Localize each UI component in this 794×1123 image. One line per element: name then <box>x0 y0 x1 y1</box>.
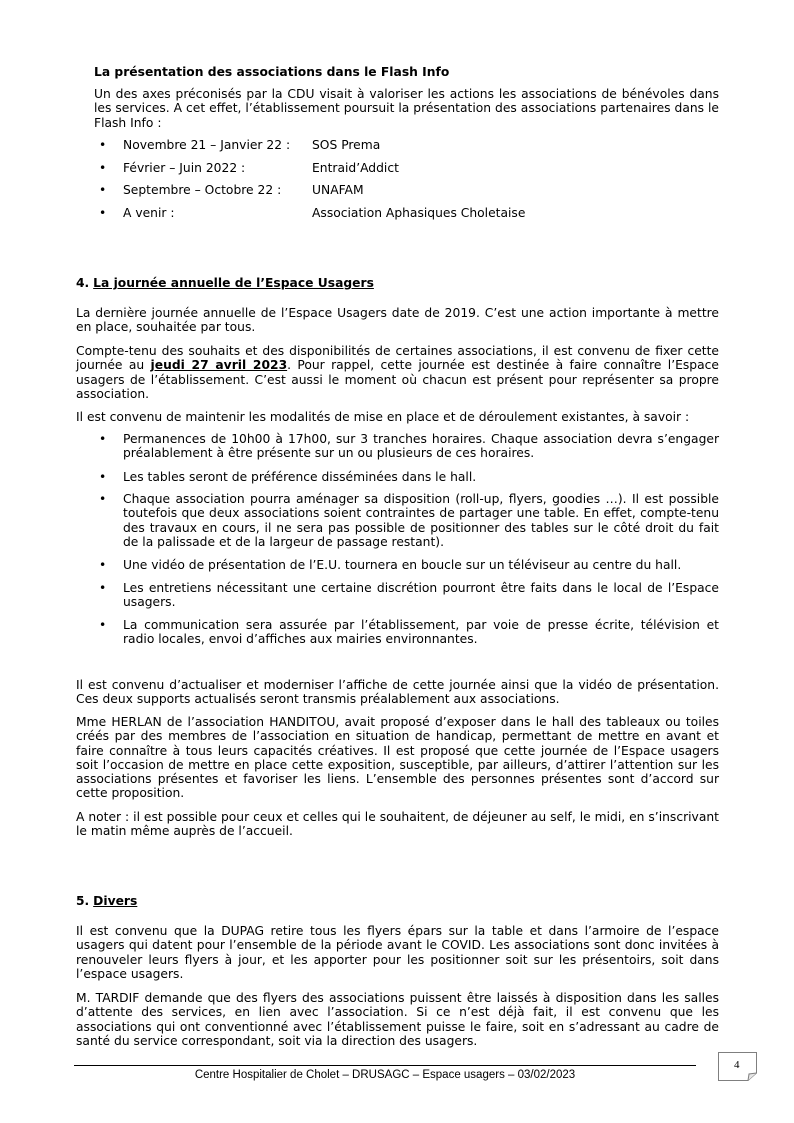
bullet-icon: • <box>99 206 107 220</box>
footer-rule <box>74 1065 696 1066</box>
bullet-icon: • <box>99 581 107 595</box>
section-title: Divers <box>93 894 138 908</box>
section-5-heading <box>76 894 137 908</box>
bullet-icon: • <box>99 618 107 632</box>
bullet-icon: • <box>99 492 107 506</box>
page-number-box <box>718 1052 757 1081</box>
list-item-text: Permanences de 10h00 à 17h00, sur 3 tranches horaires. Chaque association devra s’engager préalablement à être présente sur un ou plusieurs de ces horaires. <box>123 432 719 461</box>
bullet-icon: • <box>99 161 107 175</box>
flash-info-title: La présentation des associations dans le Flash Info <box>94 65 450 79</box>
section-5-paragraph-2: M. TARDIF demande que des flyers des associations puissent être laissés à disposition dans les salles d’attente des services, en lien avec l’association. Si ce n’est déjà fait, il est convenu que les associations qui ont conventionné avec l’établissement puisse le faire, soit en s’adressant au cadre de santé du service correspondant, soit via la direction des usagers. <box>76 991 719 1048</box>
section-4-paragraph-5: Mme HERLAN de l’association HANDITOU, avait proposé d’exposer dans le hall des tableaux ou toiles créés par des membres de l’association en situation de handicap, permettant de mettre en avant et faire connaître à tous leurs capacités créatives. Il est proposé que cette journée de l’Espace usagers soit l’occasion de mettre en place cette exposition, susceptible, par ailleurs, d’attirer l’attention sur les associations présentes et favoriser les liens. L’ensemble des personnes présentes sont d’accord sur cette proposition. <box>76 715 719 801</box>
section-4-paragraph-2 <box>76 344 719 401</box>
association-name: UNAFAM <box>312 183 364 197</box>
section-4-heading <box>76 276 374 290</box>
list-item-text: Une vidéo de présentation de l’E.U. tournera en boucle sur un téléviseur au centre du hall. <box>123 558 682 572</box>
bullet-icon: • <box>99 138 107 152</box>
list-item-text: Les entretiens nécessitant une certaine discrétion pourront être faits dans le local de l’Espace usagers. <box>123 581 719 610</box>
bullet-icon: • <box>99 558 107 572</box>
text-run: Compte-tenu des souhaits et des disponibilités de certaines associations, il est convenu de fixer cette journée au <box>76 344 719 373</box>
bullet-icon: • <box>99 183 107 197</box>
list-item-text: Chaque association pourra aménager sa disposition (roll-up, flyers, goodies …). Il est possible toutefois que deux associations soient contraintes de partager une table. En effet, compte-tenu des travaux en cours, il ne sera pas possible de positionner des tables sur le côté droit du fait de la palissade et de la largeur de passage restant). <box>123 492 719 549</box>
bullet-icon: • <box>99 432 107 446</box>
period-label: A venir : <box>123 206 175 220</box>
association-name: Association Aphasiques Choletaise <box>312 206 526 220</box>
event-date: jeudi 27 avril 2023 <box>150 358 288 373</box>
footer-text: Centre Hospitalier de Cholet – DRUSAGC – Espace usagers – 03/02/2023 <box>194 1069 576 1081</box>
association-name: SOS Prema <box>312 138 381 152</box>
page-number: 4 <box>734 1059 740 1071</box>
section-4-paragraph-1: La dernière journée annuelle de l’Espace Usagers date de 2019. C’est une action importante à mettre en place, souhaitée par tous. <box>76 306 719 335</box>
period-label: Septembre – Octobre 22 : <box>123 183 282 197</box>
flash-info-intro: Un des axes préconisés par la CDU visait à valoriser les actions les associations de bénévoles dans les services. A cet effet, l’établissement poursuit la présentation des associations partenaires dans le Flash Info : <box>94 87 719 130</box>
section-title: La journée annuelle de l’Espace Usagers <box>93 276 374 290</box>
association-name: Entraid’Addict <box>312 161 399 175</box>
list-item-text: Les tables seront de préférence disséminées dans le hall. <box>123 470 477 484</box>
period-label: Février – Juin 2022 : <box>123 161 246 175</box>
list-item-text: La communication sera assurée par l’établissement, par voie de presse écrite, télévision et radio locales, envoi d’affiches aux mairies environnantes. <box>123 618 719 647</box>
text-run: . Pour rappel, cette journée est destinée à faire connaître l’Espace usagers de l’établissement. C’est aussi le moment où chacun est présent pour représenter sa propre association. <box>76 358 719 401</box>
period-label: Novembre 21 – Janvier 22 : <box>123 138 291 152</box>
section-number: 5. <box>76 894 90 908</box>
section-5-paragraph-1: Il est convenu que la DUPAG retire tous les flyers épars sur la table et dans l’armoire de l’espace usagers qui datent pour l’ensemble de la période avant le COVID. Les associations sont donc invitées à renouveler leurs flyers à jour, et les apporter pour les positionner soit sur les présentoirs, soit dans l’espace usagers. <box>76 924 719 981</box>
bullet-icon: • <box>99 470 107 484</box>
section-number: 4. <box>76 276 90 290</box>
section-4-paragraph-4: Il est convenu d’actualiser et moderniser l’affiche de cette journée ainsi que la vidéo de présentation. Ces deux supports actualisés seront transmis préalablement aux associations. <box>76 678 719 707</box>
section-4-paragraph-3: Il est convenu de maintenir les modalités de mise en place et de déroulement existantes, à savoir : <box>76 410 690 424</box>
section-4-paragraph-6: A noter : il est possible pour ceux et celles qui le souhaitent, de déjeuner au self, le midi, en s’inscrivant le matin même auprès de l’accueil. <box>76 810 719 839</box>
